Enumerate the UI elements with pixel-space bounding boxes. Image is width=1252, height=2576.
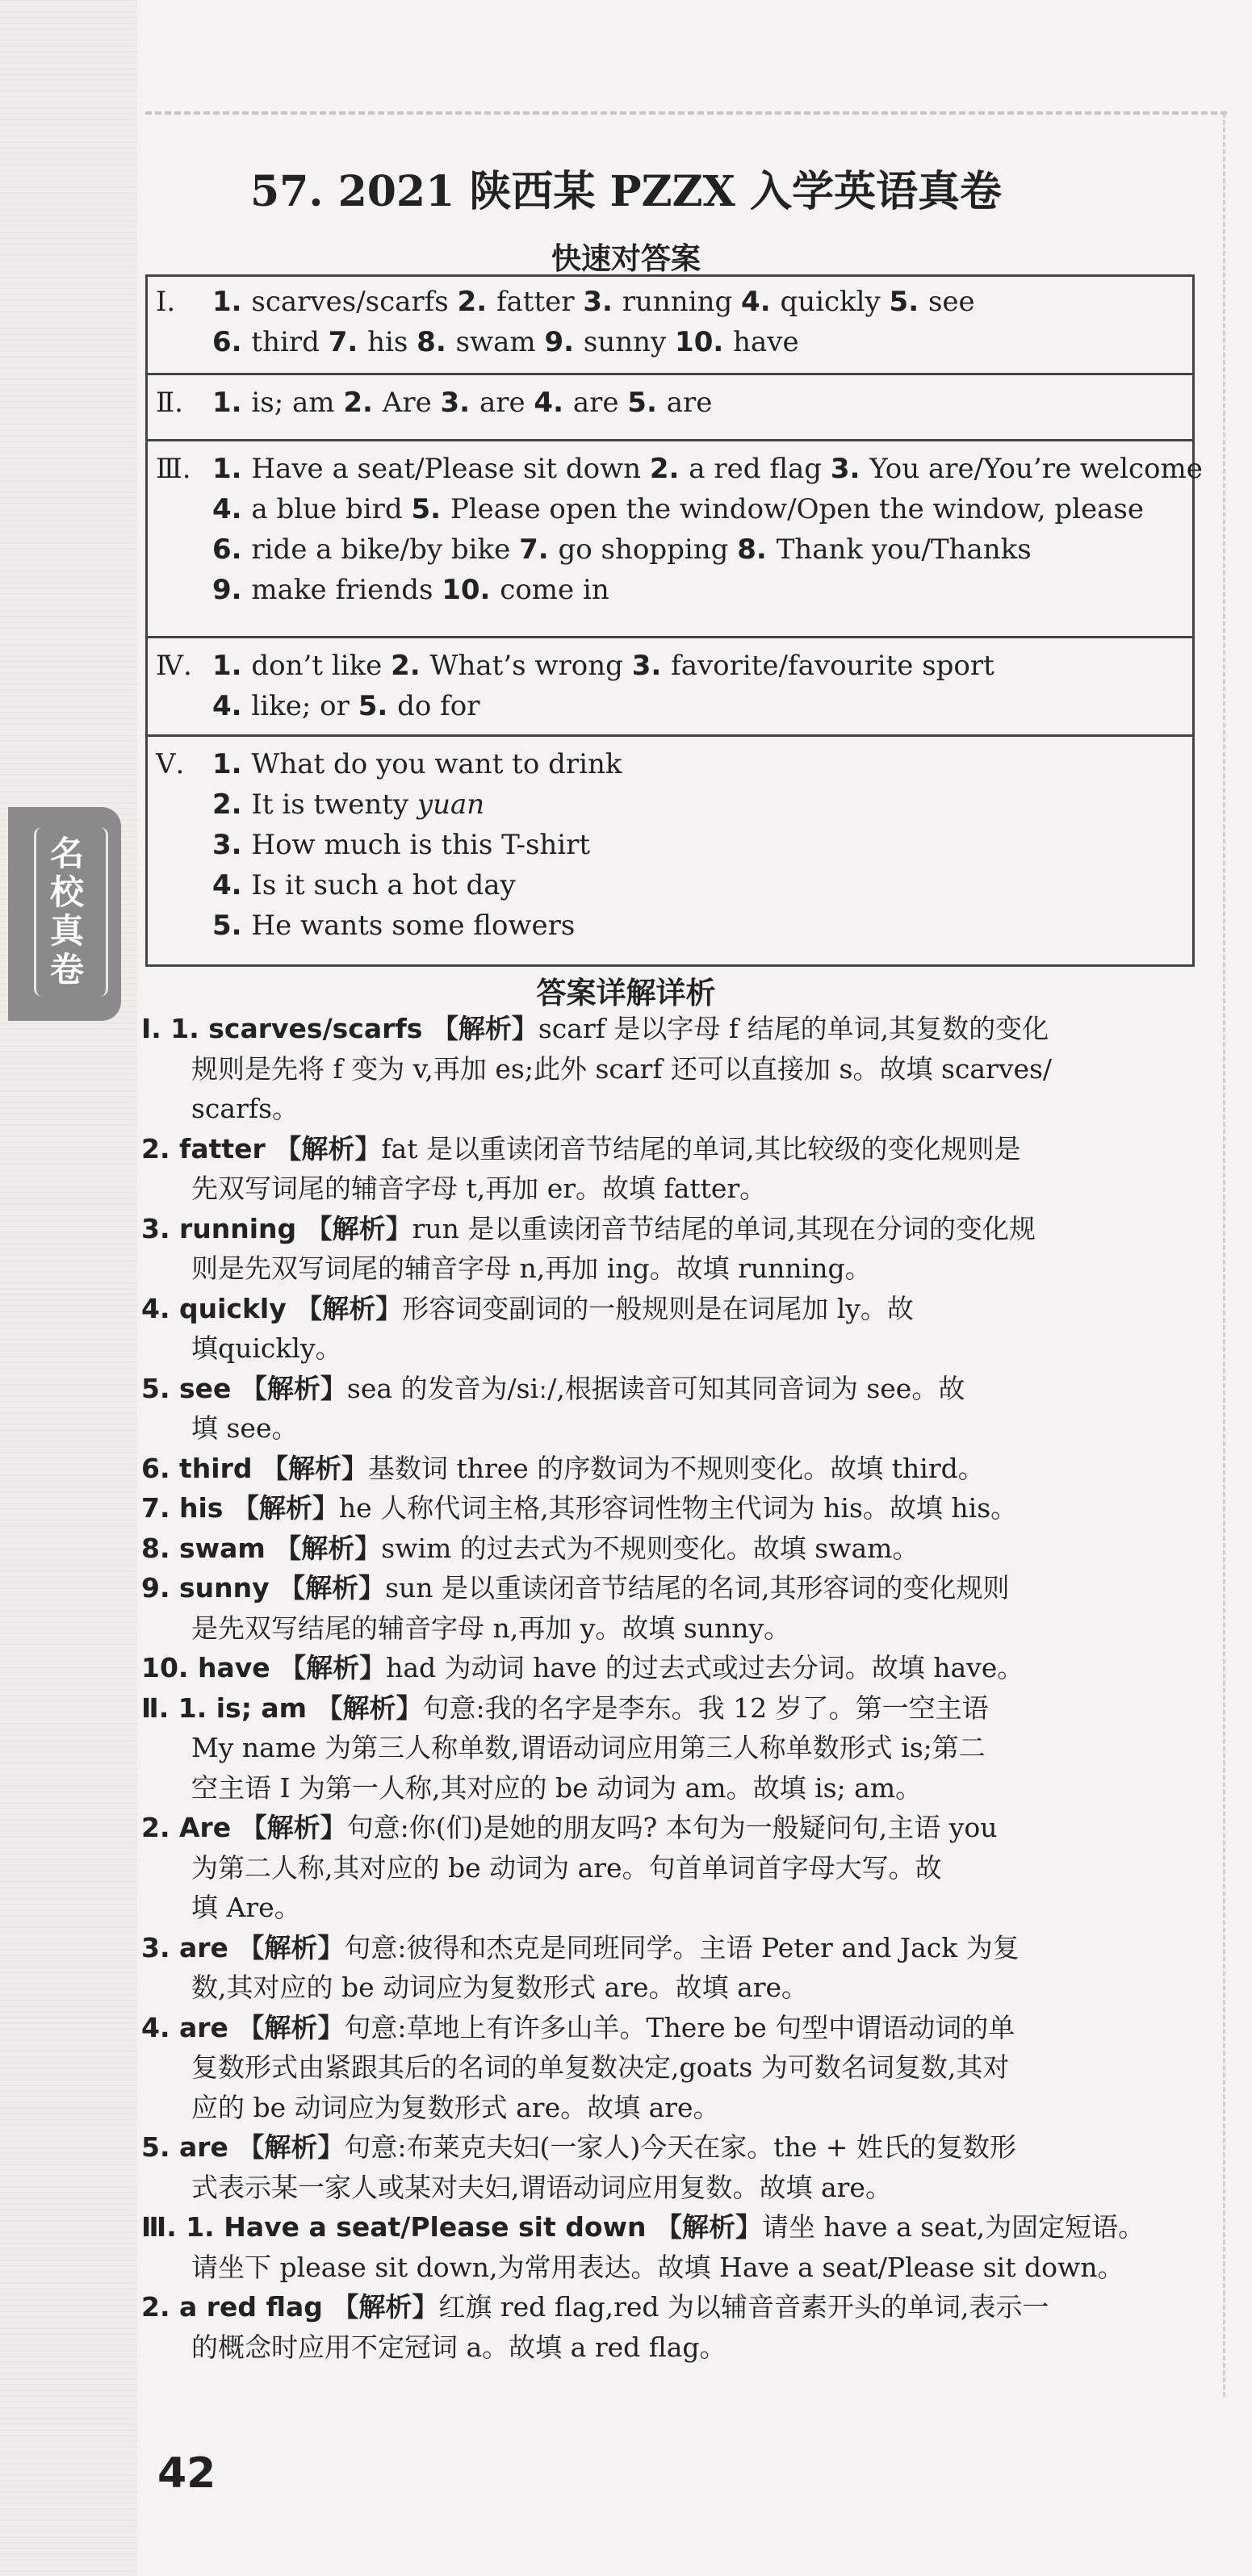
answer-text: is; am [251,387,335,419]
section-5 [148,734,1192,971]
answer-text: come in [500,574,609,606]
item-number-answer: Ⅲ. 1. Have a seat/Please sit down [141,2211,655,2243]
analysis-tag: 【解析】 [316,1692,423,1724]
answer-number: 10. [442,574,500,606]
section-4 [148,636,1192,737]
answer-number: 4. [212,869,252,901]
answer-text: see [927,286,975,318]
answer-text: He wants some flowers [251,910,576,942]
answer-row [212,574,609,606]
item-number-answer: 5. see [141,1372,241,1404]
answer-number: 5. [889,286,928,318]
analysis-tag: 【解析】 [237,2011,345,2043]
item-number-answer: 5. are [141,2131,238,2163]
item-number-answer: Ⅰ. 1. scarves/scarfs [141,1013,432,1044]
answer-number: 7. [328,326,368,358]
answer-number: 3. [830,453,870,485]
item-number-answer: 2. Are [141,1812,241,1843]
answer-text: like; or [251,690,350,722]
answer-text: It is twenty yuan [251,788,485,821]
explanation-line: My name 为第三人称单数,谓语动词应用第三人称单数形式 is;第二 [191,1732,986,1763]
item-number-answer: 9. sunny [141,1572,279,1604]
explanation-item: 3. are 【解析】句意:彼得和杰克是同班同学。主语 Peter and Jack 为复 [141,1931,1020,1963]
item-number-answer: 7. his [141,1492,232,1524]
page-number: 42 [157,2449,216,2498]
answer-text: favorite/favourite sport [671,650,994,682]
answer-number: 5. [358,690,398,722]
section-number: Ⅰ. [156,286,176,318]
answer-text: are [666,387,713,419]
answer-text: go shopping [558,533,729,566]
answer-text: scarves/scarfs [251,286,449,318]
explanation-item: 6. third 【解析】基数词 three 的序数词为不规则变化。故填 third。 [141,1452,985,1484]
analysis-tag: 【解析】 [232,1492,339,1524]
explanation-line: 为第二人称,其对应的 be 动词为 are。句首单词首字母大写。故 [191,1851,942,1884]
explanation-line: 应的 be 动词应为复数形式 are。故填 are。 [191,2091,720,2123]
answer-row [212,533,1032,566]
answer-number: 4. [741,286,781,318]
answer-text: a blue bird [251,493,403,525]
answer-number: 2. [391,650,430,682]
answer-number: 1. [212,387,252,419]
answer-number: 2. [649,453,689,485]
answer-number: 8. [417,326,456,358]
answer-text: You are/You’re welcome [869,453,1203,485]
explanation-item: 2. a red flag 【解析】红旗 red flag,red 为以辅音音素开头的单词,表示一 [141,2291,1049,2323]
answer-text: quickly [780,286,881,318]
section-3 [148,439,1203,638]
explanation-line: 先双写词尾的辅音字母 t,再加 er。故填 fatter。 [191,1173,767,1204]
explanation-line: 规则是先将 f 变为 v,再加 es;此外 scarf 还可以直接加 s。故填 scarves/ [191,1052,1053,1085]
answer-text: Please open the window/Open the window, please [450,493,1144,525]
analysis-tag: 【解析】 [274,1532,382,1564]
binding-margin [0,0,137,2576]
answer-number: 4. [212,493,252,525]
answer-text: Thank you/Thanks [776,533,1032,566]
item-number-answer: 2. fatter [141,1132,275,1165]
analysis-tag: 【解析】 [431,1013,538,1044]
item-number-answer: 2. a red flag [141,2291,333,2323]
quick-answers-heading: 快速对答案 [551,241,701,276]
answer-text: Have a seat/Please sit down [251,453,642,485]
answer-row [212,326,799,358]
item-number-answer: 6. third [141,1452,262,1484]
explanation-item: 9. sunny 【解析】sun 是以重读闭音节结尾的名词,其形容词的变化规则 [141,1572,1010,1604]
explanation-line: 的概念时应用不定冠词 a。故填 a red flag。 [191,2331,726,2363]
answer-number: 3. [212,829,252,861]
explanation-line: 请坐下 please sit down,为常用表达。故填 Have a seat/Please sit down。 [191,2251,1124,2283]
answer-text: are [572,387,619,419]
explanation-item: 2. Are 【解析】句意:你(们)是她的朋友吗? 本句为一般疑问句,主语 you [141,1812,998,1843]
answer-text: his [367,326,408,358]
section-1 [148,274,1192,373]
analysis-tag: 【解析】 [332,2291,439,2323]
item-number-answer: 4. quickly [141,1292,296,1324]
analysis-tag: 【解析】 [655,2211,762,2243]
answer-number: 10. [675,326,734,358]
answer-number: 6. [212,533,252,566]
answer-row [212,748,622,780]
answer-row [212,869,516,901]
analysis-tag: 【解析】 [278,1572,386,1604]
answer-row [212,286,975,318]
answer-row [212,788,484,821]
answer-text: What do you want to drink [251,748,622,780]
answer-number: 3. [440,387,479,419]
section-number: Ⅳ. [156,650,192,682]
answer-text: swam [455,326,536,358]
explanation-line: 填quickly。 [191,1332,342,1364]
section-number: Ⅱ. [156,387,183,419]
item-number-answer: 3. running [141,1212,306,1244]
answer-row [212,650,994,682]
explanation-item: Ⅲ. 1. Have a seat/Please sit down 【解析】请坐 have a seat,为固定短语。 [141,2211,1145,2243]
answer-number: 1. [212,286,252,318]
answer-text: make friends [251,574,433,606]
item-number-answer: 8. swam [141,1532,275,1564]
answer-text: sunny [583,326,667,358]
answer-number: 6. [212,326,252,358]
section-number: Ⅲ. [156,453,191,485]
answer-number: 1. [212,748,252,780]
analysis-tag: 【解析】 [261,1452,368,1484]
item-number-answer: 3. are [141,1931,238,1963]
answer-text: are [479,387,526,419]
answer-text: What’s wrong [429,650,623,682]
answer-number: 5. [212,910,252,942]
item-number-answer: 4. are [141,2011,238,2043]
answer-number: 1. [212,650,252,682]
answer-text: fatter [496,286,575,318]
explanation-line: 复数形式由紧跟其后的名词的单复数决定,goats 为可数名词复数,其对 [191,2051,1010,2083]
analysis-tag: 【解析】 [240,1812,347,1843]
answer-row [212,387,712,419]
answer-number: 3. [583,286,622,318]
answer-text: third [251,326,320,358]
section-2 [148,373,1192,441]
answer-number: 1. [212,453,252,485]
answer-number: 5. [627,387,667,419]
answer-row [212,453,1203,485]
explanation-item: Ⅱ. 1. is; am 【解析】句意:我的名字是李东。我 12 岁了。第一空主语 [141,1692,989,1724]
answer-row [212,829,590,861]
answer-key-box [145,274,1203,967]
answer-text: How much is this T-shirt [251,829,591,861]
answer-text: ride a bike/by bike [251,533,511,566]
explanation-line: 填 see。 [191,1412,299,1444]
answer-number: 8. [737,533,777,566]
explanation-item: 3. running 【解析】run 是以重读闭音节结尾的单词,其现在分词的变化规 [141,1212,1036,1244]
explanation-item: 2. fatter 【解析】fat 是以重读闭音节结尾的单词,其比较级的变化规则是 [141,1132,1021,1165]
answer-number: 2. [457,286,496,318]
section-number: Ⅴ. [156,748,185,780]
page-title: 57. 2021 陕西某 PZZX 入学英语真卷 [250,167,1002,216]
explanation-item: 8. swam 【解析】swim 的过去式为不规则变化。故填 swam。 [141,1532,919,1564]
answer-text: Is it such a hot day [251,869,516,901]
explanation-item: 4. are 【解析】句意:草地上有许多山羊。There be 句型中谓语动词的单 [141,2011,1015,2043]
explanation-item: Ⅰ. 1. scarves/scarfs 【解析】scarf 是以字母 f 结尾的单词,其复数的变化 [141,1013,1049,1044]
answer-row [212,493,1144,525]
answer-text: have [733,326,799,358]
answer-number: 2. [343,387,383,419]
answer-number: 9. [212,574,252,606]
explanation-line: 数,其对应的 be 动词应为复数形式 are。故填 are。 [191,1972,809,2003]
analysis-tag: 【解析】 [305,1212,412,1244]
explanation-line: 式表示某一家人或某对夫妇,谓语动词应用复数。故填 are。 [191,2171,892,2203]
answer-number: 4. [534,387,573,419]
explanation-line: scarfs。 [191,1093,299,1124]
explanation-line: 是先双写结尾的辅音字母 n,再加 y。故填 sunny。 [191,1612,791,1644]
top-dashed-rule [145,111,1227,115]
explanation-line: 则是先双写词尾的辅音字母 n,再加 ing。故填 running。 [191,1252,872,1284]
explanation-item: 5. see 【解析】sea 的发音为/siː/,根据读音可知其同音词为 see。故 [141,1372,965,1404]
side-tab-label: 名校真卷 [45,835,85,990]
item-number-answer: 10. have [141,1652,280,1683]
answer-row [212,910,575,942]
analysis-tag: 【解析】 [279,1652,387,1683]
explanation-item: 7. his 【解析】he 人称代词主格,其形容词性物主代词为 his。故填 his。 [141,1492,1018,1524]
answer-text: don’t like [251,650,383,682]
analysis-tag: 【解析】 [237,1931,345,1963]
answer-number: 2. [212,788,252,821]
answer-number: 3. [631,650,672,682]
right-dashed-rule [1223,113,1225,2397]
explanation-item: 4. quickly 【解析】形容词变副词的一般规则是在词尾加 ly。故 [141,1292,914,1324]
explanation-item: 10. have 【解析】had 为动词 have 的过去式或过去分词。故填 have。 [141,1652,1024,1683]
analysis-tag: 【解析】 [237,2131,345,2163]
answer-text: Are [382,387,432,419]
answer-row [212,690,479,722]
analysis-tag: 【解析】 [240,1372,347,1404]
answer-number: 9. [544,326,584,358]
answer-number: 7. [519,533,559,566]
detailed-explanations [141,1009,1207,2421]
analysis-tag: 【解析】 [274,1132,382,1165]
answer-text: do for [397,690,480,722]
explanation-line: 填 Are。 [191,1892,301,1923]
answer-number: 5. [411,493,450,525]
explanation-line: 空主语 I 为第一人称,其对应的 be 动词为 am。故填 is; am。 [191,1771,923,1804]
analysis-tag: 【解析】 [295,1292,403,1324]
detailed-answers-heading: 答案详解详析 [536,976,716,1010]
item-number-answer: Ⅱ. 1. is; am [141,1692,316,1724]
answer-number: 4. [212,690,252,722]
answer-text: running [622,286,733,318]
answer-text: a red flag [689,453,823,485]
explanation-item: 5. are 【解析】句意:布莱克夫妇(一家人)今天在家。the + 姓氏的复数形 [141,2131,1016,2163]
